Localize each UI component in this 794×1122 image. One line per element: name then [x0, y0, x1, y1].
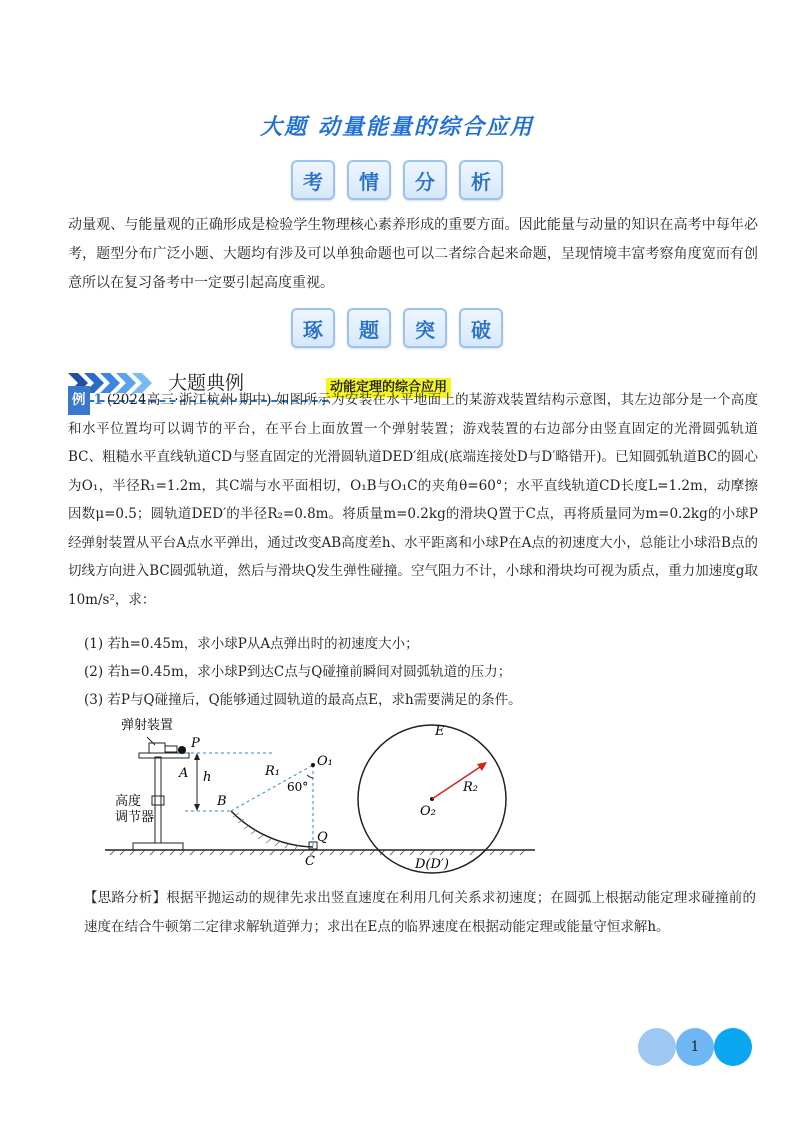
label-R2: R₂ — [463, 780, 478, 795]
label-C: C — [305, 854, 315, 869]
label-h: h — [203, 770, 212, 785]
badge-char: 考 — [291, 160, 335, 200]
label-Q: Q — [317, 830, 328, 845]
badge-char: 琢 — [291, 308, 335, 348]
label-O1: O₁ — [317, 754, 333, 769]
section-title: 大题典例 — [168, 372, 245, 394]
label-D: D(D′) — [415, 857, 449, 872]
section-tag: 动能定理的综合应用 — [326, 378, 451, 398]
badge-char: 突 — [403, 308, 447, 348]
pager-circle — [638, 1028, 676, 1066]
question-1: (1) 若h=0.45m，求小球P从A点弹出时的初速度大小； — [84, 636, 419, 652]
page-title: 大题 动量能量的综合应用 — [260, 115, 534, 140]
adjuster-label-2: 调节器 — [115, 810, 155, 825]
badge-char: 析 — [459, 160, 503, 200]
label-R1: R₁ — [265, 764, 280, 779]
badge-char: 题 — [347, 308, 391, 348]
badge-char: 情 — [347, 160, 391, 200]
analysis-paragraph — [84, 884, 756, 942]
badge-char: 分 — [403, 160, 447, 200]
badge-char: 破 — [459, 308, 503, 348]
launcher-label: 弹射装置 — [121, 718, 174, 733]
example-number: 1 — [93, 392, 103, 408]
label-B: B — [217, 794, 227, 809]
analysis-label: 【思路分析】 — [84, 890, 167, 906]
apparatus-figure — [105, 715, 545, 875]
badge-row-analysis — [0, 160, 794, 200]
page-number: 1 — [676, 1028, 714, 1066]
example-text: (2024高三·浙江杭州·期中) 如图所示为安装在水平地面上的某游戏装置结构示意图，其左边部分是一个高度和水平位置均可以调节的平台，在平台上面放置一个弹射装置；游戏装置的右边部分由竖直固定的光滑圆弧轨道BC、粗糙水平直线轨道CD与竖直固定的光滑圆轨道DED′组成(底端连接处D与D′略错开)。已知圆弧轨道BC的圆心为O₁，半径R₁=1.2m，其C端与水平面相切，O₁B与O₁C的夹角θ=60°；水平直线轨道CD长度L=1.2m，动摩擦因数μ=0.5；圆轨道DED′的半径R₂=0.8m。将质量m=0.2kg的滑块Q置于C点，再将质量同为m=0.2kg的小球P经弹射装置从平台A点水平弹出，通过改变AB高度差h、水平距离和小球P在A点的初速度大小，总能让小球沿B点的切线方向进入BC圆弧轨道，然后与滑块Q发生弹性碰撞。空气阻力不计，小球和滑块均可视为质点，重力加速度g取10m/s²，求： — [68, 392, 758, 608]
analysis-text: 根据平抛运动的规律先求出竖直速度在利用几何关系求初速度；在圆弧上根据动能定理求碰撞前的速度在结合牛顿第二定律求解轨道弹力；求出在E点的临界速度在根据动能定理或能量守恒求解h。 — [84, 890, 756, 935]
example-label: 例 — [68, 386, 90, 415]
intro-paragraph: 动量观、与能量观的正确形成是检验学生物理核心素养形成的重要方面。因此能量与动量的知识在高考中每年必考，题型分布广泛小题、大题均有涉及可以单独命题也可以二者综合起来命题，呈现情境丰富考察角度宽而有创意所以在复习备考中一定要引起高度重视。 — [68, 217, 758, 291]
label-E: E — [435, 724, 445, 739]
question-2: (2) 若h=0.45m，求小球P到达C点与Q碰撞前瞬间对圆弧轨道的压力； — [84, 664, 512, 680]
page-number-badge — [638, 1028, 752, 1066]
example-paragraph — [68, 386, 758, 614]
label-A: A — [179, 766, 189, 781]
label-O2: O₂ — [420, 804, 436, 819]
badge-row-breakthrough — [0, 308, 794, 348]
pager-circle — [714, 1028, 752, 1066]
question-3: (3) 若P与Q碰撞后，Q能够通过圆轨道的最高点E，求h需要满足的条件。 — [84, 692, 522, 708]
label-P: P — [191, 736, 200, 751]
adjuster-label-1: 高度 — [115, 794, 142, 809]
label-angle: 60° — [287, 780, 309, 794]
